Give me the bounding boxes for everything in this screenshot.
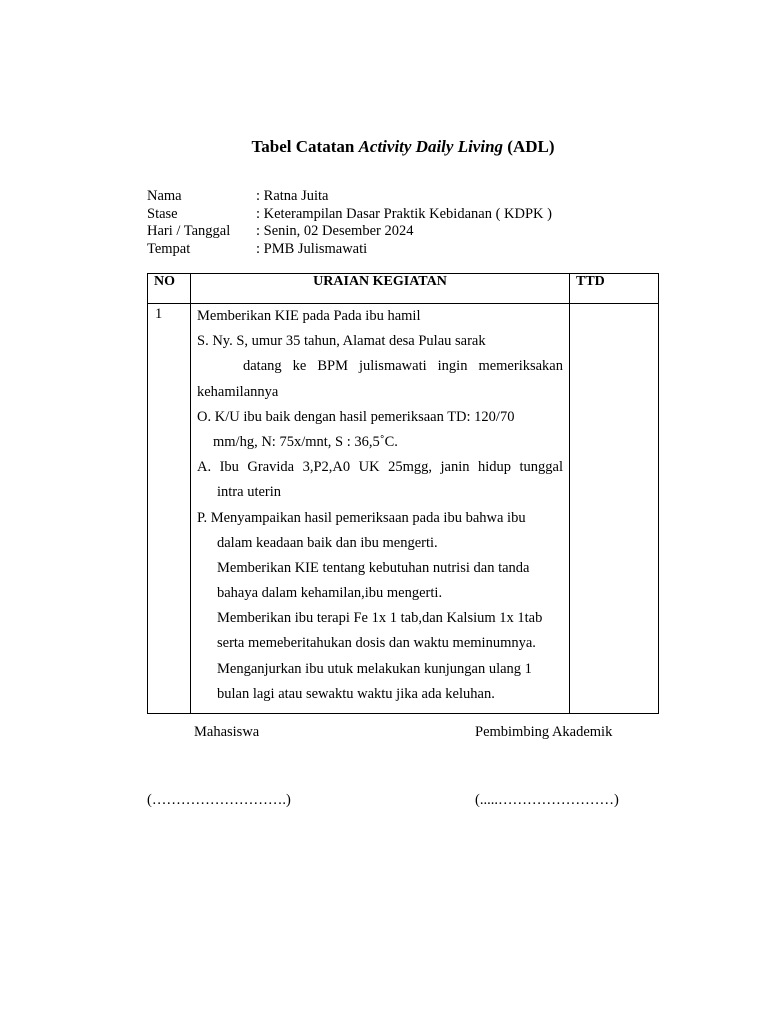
student-label: Mahasiswa [194,724,260,740]
activity-line: Memberikan KIE pada Pada ibu hamil [197,308,421,324]
info-value: : Keterampilan Dasar Praktik Kebidanan ( KDPK ) [256,205,552,222]
activity-line: dalam keadaan baik dan ibu mengerti. [217,534,438,551]
activity-line: O. K/U ibu baik dengan hasil pemeriksaan TD: 120/70 [197,408,515,425]
signature-cell [570,304,659,714]
activity-line: Menganjurkan ibu utuk melakukan kunjungan ulang 1 [217,660,532,677]
activity-line: mm/hg, N: 75x/mnt, S : 36,5˚C. [213,433,398,450]
info-label: Hari / Tanggal [147,223,231,239]
table-header-row [148,274,659,304]
activity-line: intra uterin [217,484,282,501]
header-no: NO [148,274,191,304]
title-suffix: (ADL) [503,137,555,156]
row-number: 1 [148,304,191,714]
info-value: : Ratna Juita [256,188,329,204]
activity-line: P. Menyampaikan hasil pemeriksaan pada ibu bahwa ibu [197,509,526,526]
activity-table [147,273,659,714]
activity-line: bahaya dalam kehamilan,ibu mengerti. [217,585,443,602]
header-ttd: TTD [570,274,659,304]
table-row [148,304,659,714]
title-prefix: Tabel Catatan [251,137,359,156]
activity-line: bulan lagi atau sewaktu waktu jika ada keluhan. [217,685,495,702]
header-uraian: URAIAN KEGIATAN [191,274,570,304]
student-signature-line: (……………………….) [147,792,291,808]
activity-line: Memberikan ibu terapi Fe 1x 1 tab,dan Kalsium 1x 1tab [217,610,543,627]
title-italic: Activity Daily Living [358,137,504,156]
activity-line: S. Ny. S, umur 35 tahun, Alamat desa Pulau sarak [197,333,486,350]
info-value: : Senin, 02 Desember 2024 [256,223,414,239]
activity-line: datang ke BPM julismawati ingin memeriksakan [243,358,563,375]
document-title [0,137,768,157]
activity-line: serta memeberitahukan dosis dan waktu meminumnya. [217,635,536,652]
activity-description [191,304,570,714]
supervisor-label: Pembimbing Akademik [475,724,613,740]
activity-line: kehamilannya [197,383,279,400]
info-label: Nama [147,188,182,204]
info-label: Tempat [147,240,191,257]
info-value: : PMB Julismawati [256,240,368,257]
activity-line: Memberikan KIE tentang kebutuhan nutrisi dan tanda [217,559,530,576]
supervisor-signature-line: (.....……………………) [475,792,619,808]
activity-line: A. Ibu Gravida 3,P2,A0 UK 25mgg, janin hidup tunggal [197,459,563,476]
info-label: Stase [147,205,178,222]
